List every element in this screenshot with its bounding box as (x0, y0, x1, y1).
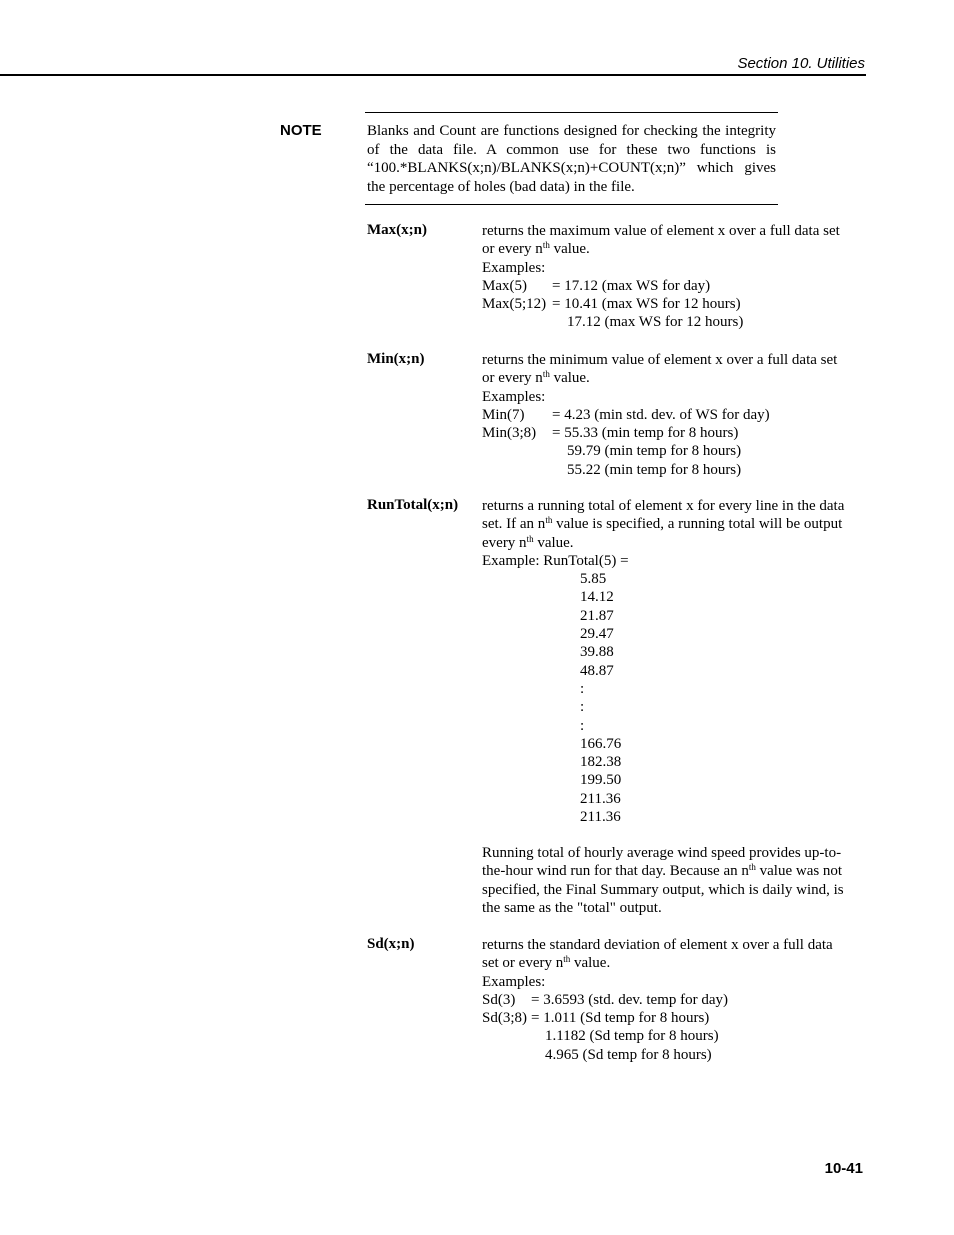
min-desc-line2: or every $n^{th}$ value. (482, 369, 590, 387)
runtotal-value: 39.88 (580, 644, 614, 661)
examples-label: Examples: (482, 388, 546, 405)
runtotal-desc-line2: set. If an $n^{th}$ value is specified, a running total will be output (482, 515, 843, 533)
sd-example-2-cont: 4.965 (Sd temp for 8 hours) (545, 1046, 712, 1063)
runtotal-desc-line3: every $n^{th}$ value. (482, 533, 574, 551)
max-example-1: Max(5) = 17.12 (max WS for day) (482, 277, 711, 294)
superscript: th (542, 240, 550, 251)
term-max: Max(x;n) (367, 222, 427, 238)
runtotal-value: 211.36 (580, 790, 621, 807)
runtotal-desc-line: returns a running total of element x for every line in the data (482, 498, 845, 514)
superscript: th (748, 862, 756, 873)
sd-example-2-cont: 1.1182 (Sd temp for 8 hours) (545, 1028, 719, 1045)
runtotal-value: 14.12 (580, 589, 614, 606)
runtotal-ellipsis: : (580, 717, 585, 734)
runtotal-value: 211.36 (580, 809, 621, 826)
max-desc-line2: or every $n^{th}$ value. (482, 240, 590, 258)
max-example-2-cont: 17.12 (max WS for 12 hours) (567, 314, 744, 331)
paragraph-line: specified, the Final Summary output, which is daily wind, is (482, 881, 844, 898)
runtotal-value: 182.38 (580, 754, 622, 771)
max-desc-line: returns the maximum value of element x over a full data set (482, 223, 840, 239)
runtotal-value: 21.87 (580, 607, 614, 624)
desc-sd (482, 936, 867, 1064)
runtotal-value: 5.85 (580, 571, 607, 588)
min-example-2-cont: 55.22 (min temp for 8 hours) (567, 461, 742, 478)
term-min: Min(x;n) (367, 351, 425, 367)
runtotal-example: Example: RunTotal(5) = (482, 552, 629, 569)
sd-example-2: Sd(3;8) = 1.011 (Sd temp for 8 hours) (482, 1010, 710, 1027)
runtotal-paragraph (482, 844, 867, 917)
page-number: 10-41 (824, 1160, 863, 1177)
sd-desc-line2: set or every $n^{th}$ value. (482, 954, 611, 972)
sd-example-1: Sd(3) = 3.6593 (std. dev. temp for day) (482, 991, 729, 1008)
examples-label: Examples: (482, 973, 546, 990)
runtotal-ellipsis: : (580, 699, 585, 716)
sd-desc-line: returns the standard deviation of element x over a full data (482, 937, 833, 953)
paragraph-line: the-hour wind run for that day. Because an $n^{th}$ value was not (482, 862, 843, 880)
min-desc-line: returns the minimum value of element x over a full data set (482, 352, 838, 368)
examples-label: Examples: (482, 259, 546, 276)
note-box (365, 112, 778, 205)
desc-runtotal (482, 497, 867, 826)
min-example-1: Min(7) = 4.23 (min std. dev. of WS for day) (482, 406, 770, 423)
header-rule (0, 74, 866, 76)
superscript: th (526, 533, 534, 544)
paragraph-line: Running total of hourly average wind speed provides up-to- (482, 845, 842, 861)
term-sd: Sd(x;n) (367, 936, 415, 952)
desc-max (482, 222, 867, 332)
note-text: Blanks and Count are functions designed for checking the integrity of the data file. A common use for these two functions is “100.*BLANKS(x;n)/BLANKS(x;n)+COUNT(x;n)” which gives the percentage of holes (bad data) in the file. (367, 123, 776, 195)
runtotal-values (482, 570, 867, 826)
term-runtotal: RunTotal(x;n) (367, 497, 459, 513)
runtotal-value: 199.50 (580, 772, 622, 789)
superscript: th (563, 954, 571, 965)
runtotal-value: 166.76 (580, 735, 622, 752)
superscript: th (542, 369, 550, 380)
min-example-2: Min(3;8) = 55.33 (min temp for 8 hours) (482, 425, 739, 442)
runtotal-value: 29.47 (580, 626, 614, 643)
paragraph-line: the same as the "total" output. (482, 899, 662, 916)
max-example-2: Max(5;12) = 10.41 (max WS for 12 hours) (482, 296, 741, 313)
note-label: NOTE (280, 122, 322, 139)
desc-min (482, 351, 867, 479)
min-example-2-cont: 59.79 (min temp for 8 hours) (567, 443, 742, 460)
superscript: th (545, 515, 553, 526)
running-header: Section 10. Utilities (737, 55, 865, 72)
runtotal-ellipsis: : (580, 680, 585, 697)
runtotal-value: 48.87 (580, 662, 614, 679)
